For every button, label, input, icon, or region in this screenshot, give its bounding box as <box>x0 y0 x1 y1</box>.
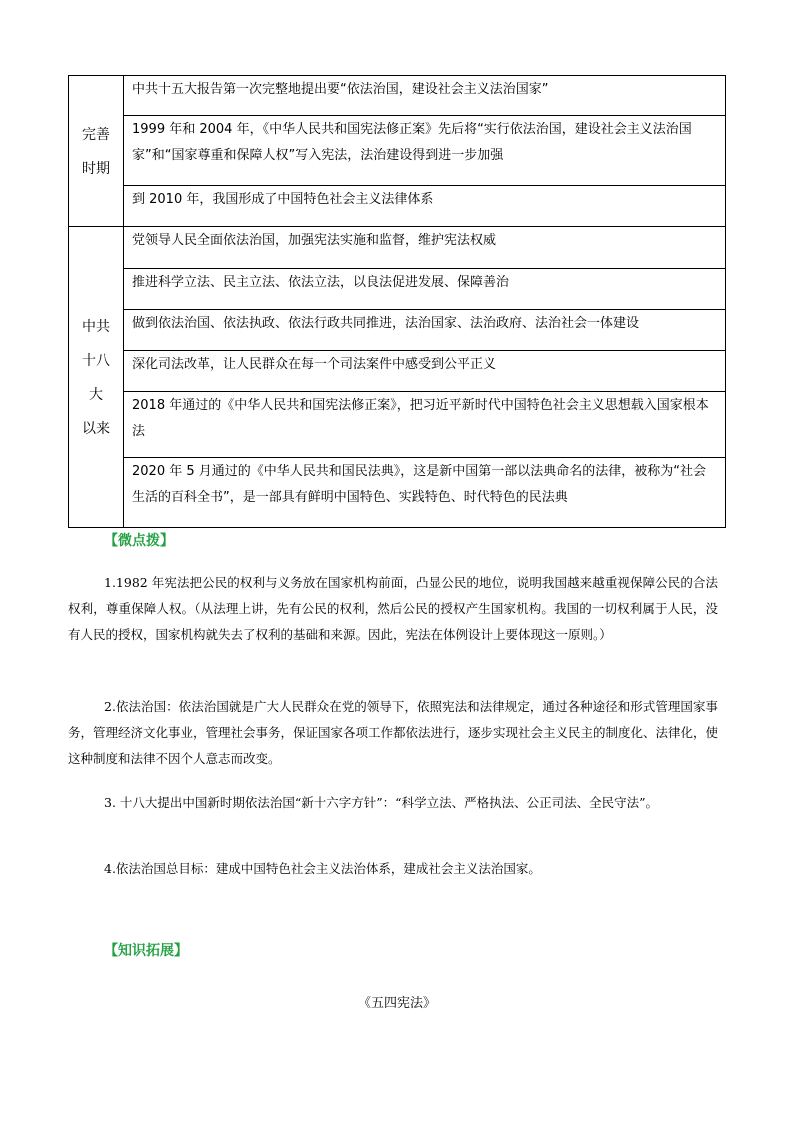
table-row: 党领导人民全面依法治国，加强宪法实施和监督，维护宪法权威 <box>124 227 726 269</box>
table-row: 推进科学立法、民主立法、依法立法，以良法促进发展、保障善治 <box>124 269 726 310</box>
weidianbo-point-2: 2.依法治国：依法治国就是广大人民群众在党的领导下，依照宪法和法律规定，通过各种途径和形式管理国家事务，管理经济文化事业，管理社会事务，保证国家各项工作都依法进行，逐步实现社会主义民主的制度化、法律化，使这种制度和法律不因个人意志而改变。 <box>68 699 719 766</box>
zhishi-heading: 【知识拓展】 <box>104 943 188 959</box>
period-line: 完善 <box>82 127 110 143</box>
table-row: 到 2010 年，我国形成了中国特色社会主义法律体系 <box>124 186 726 227</box>
table-row: 中共十五大报告第一次完整地提出要“依法治国，建设社会主义法治国家” <box>124 76 726 116</box>
period-line: 大 <box>89 387 103 403</box>
table-row: 深化司法改革，让人民群众在每一个司法案件中感受到公平正义 <box>124 351 726 392</box>
law-history-table <box>68 75 726 528</box>
period-line: 以来 <box>82 421 110 437</box>
table-row: 2020 年 5 月通过的《中华人民共和国民法典》，这是新中国第一部以法典命名的法律，被称为“社会生活的百科全书”，是一部具有鲜明中国特色、实践特色、时代特色的民法典 <box>124 458 726 528</box>
weidianbo-point-3: 3. 十八大提出中国新时期依法治国“新十六字方针”：“科学立法、严格执法、公正司法、全民守法”。 <box>104 795 658 810</box>
period-cell-perfection <box>69 76 124 227</box>
period-line: 十八 <box>82 353 110 369</box>
section-title: 《五四宪法》 <box>357 996 436 1011</box>
table-row: 做到依法治国、依法执政、依法行政共同推进，法治国家、法治政府、法治社会一体建设 <box>124 310 726 351</box>
weidianbo-point-1: 1.1982 年宪法把公民的权利与义务放在国家机构前面，凸显公民的地位，说明我国越来越重视保障公民的合法权利，尊重保障人权。（从法理上讲，先有公民的权利，然后公民的授权产生国家机构。我国的一切权利属于人民，没有人民的授权，国家机构就失去了权利的基础和来源。因此，宪法在体例设计上要体现这一原则。） <box>68 575 718 642</box>
period-line: 中共 <box>82 319 110 335</box>
weidianbo-point-4: 4.依法治国总目标：建成中国特色社会主义法治体系，建成社会主义法治国家。 <box>104 861 541 876</box>
period-cell-18th-congress <box>69 227 124 528</box>
weidianbo-heading: 【微点拨】 <box>104 533 174 549</box>
table-row: 1999 年和 2004 年，《中华人民共和国宪法修正案》先后将“实行依法治国，建设社会主义法治国家”和“国家尊重和保障人权”写入宪法，法治建设得到进一步加强 <box>124 116 726 186</box>
table-row: 2018 年通过的《中华人民共和国宪法修正案》，把习近平新时代中国特色社会主义思想载入国家根本法 <box>124 392 726 458</box>
period-line: 时期 <box>82 161 110 177</box>
